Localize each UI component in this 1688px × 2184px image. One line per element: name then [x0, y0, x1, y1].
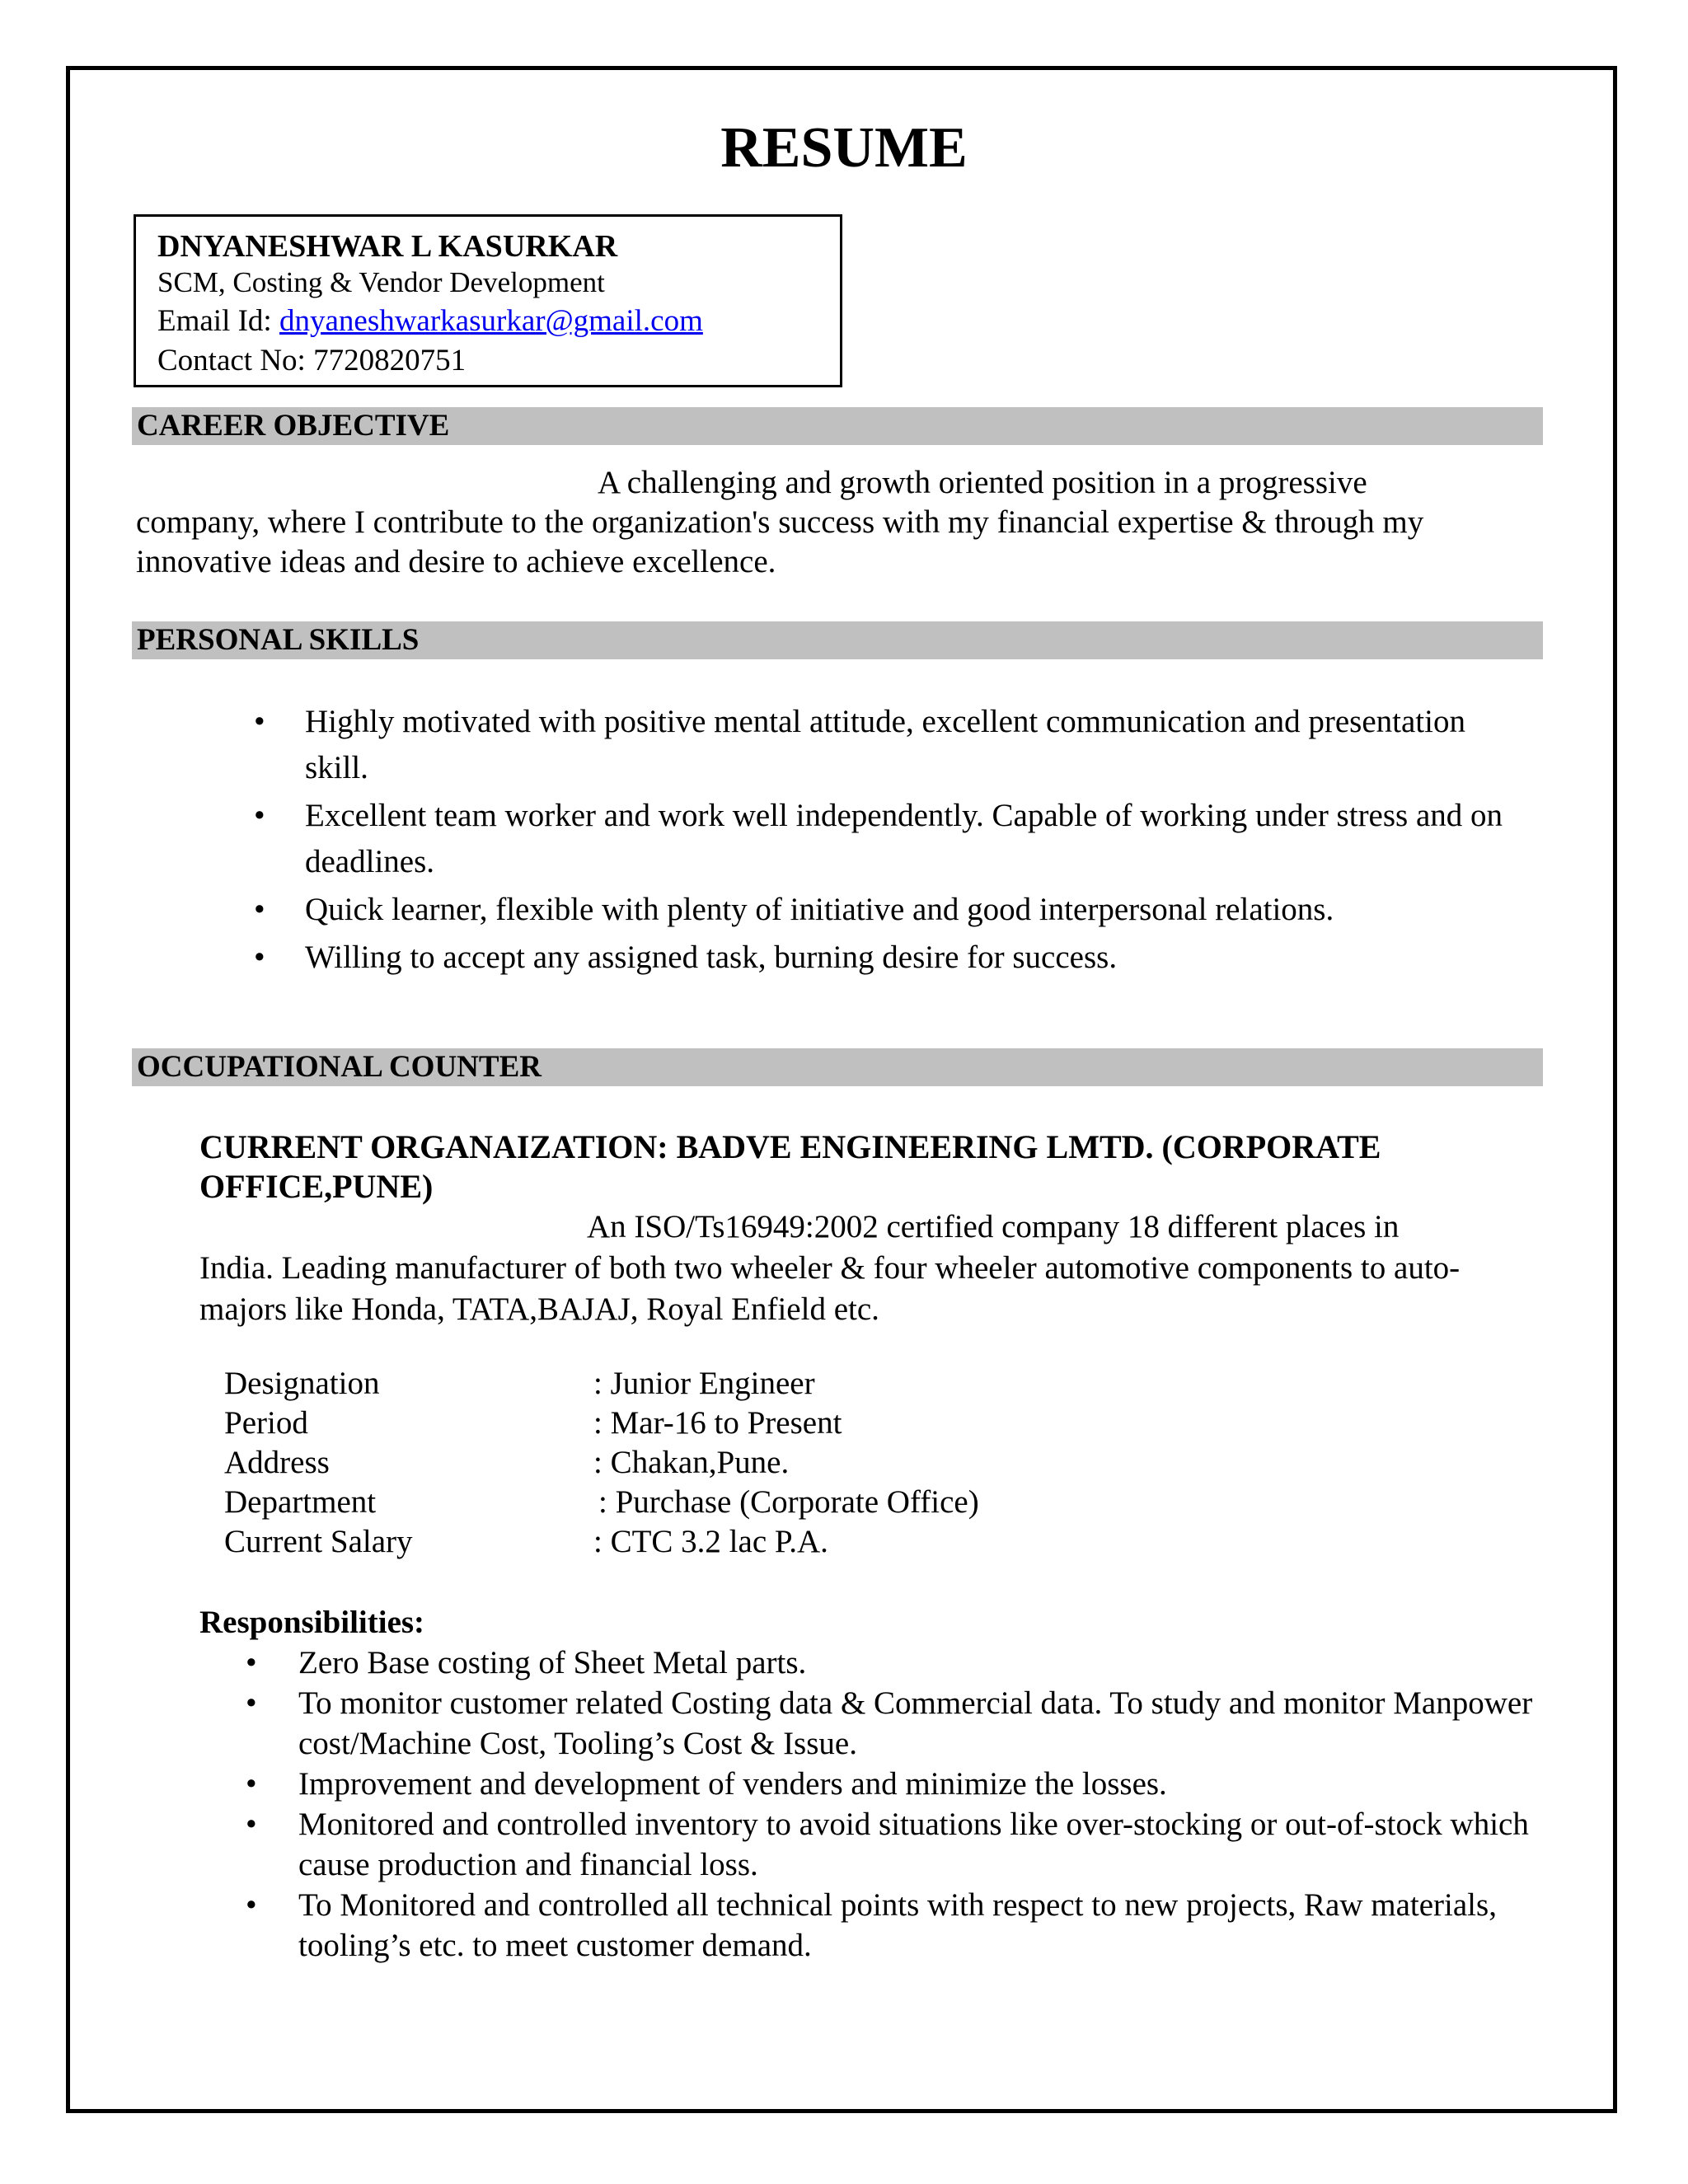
responsibilities-heading: Responsibilities: — [199, 1605, 425, 1640]
email-line — [157, 301, 703, 342]
list-item: • To monitor customer related Costing data & Commercial data. To study and monitor Manpower cost/Machine Cost, Tooling’s Cost & Issue. — [239, 1683, 1541, 1764]
section-career-objective: CAREER OBJECTIVE — [132, 407, 1543, 445]
list-item: • Quick learner, flexible with plenty of initiative and good interpersonal relations. — [247, 887, 1533, 933]
detail-label: Current Salary — [224, 1524, 413, 1559]
contact-box — [134, 214, 842, 387]
detail-label: Department — [224, 1484, 377, 1520]
responsibilities-list — [239, 1643, 1541, 1966]
candidate-role: SCM, Costing & Vendor Development — [157, 266, 605, 298]
detail-value: : CTC 3.2 lac P.A. — [593, 1524, 828, 1559]
detail-value: : Junior Engineer — [593, 1366, 815, 1401]
list-item: • Improvement and development of venders and minimize the losses. — [239, 1764, 1541, 1804]
organization-rest: India. Leading manufacturer of both two wheeler & four wheeler automotive components to auto-majors like Honda, TATA,BAJAJ, Royal Enfield etc. — [199, 1250, 1461, 1327]
list-item: • Willing to accept any assigned task, burning desire for success. — [247, 935, 1533, 981]
section-occupational-counter: OCCUPATIONAL COUNTER — [132, 1048, 1543, 1086]
detail-value: : Mar-16 to Present — [593, 1405, 842, 1441]
list-item: • Excellent team worker and work well independently. Capable of working under stress and on deadlines. — [247, 793, 1533, 885]
phone-number: 7720820751 — [313, 344, 467, 377]
organization-first-line: An ISO/Ts16949:2002 certified company 18 different places in — [587, 1209, 1400, 1244]
contact-line — [157, 340, 466, 382]
list-item: • Zero Base costing of Sheet Metal parts. — [239, 1643, 1541, 1683]
detail-value: : Chakan,Pune. — [593, 1445, 790, 1480]
email-link[interactable]: dnyaneshwarkasurkar@gmail.com — [279, 304, 703, 338]
candidate-name: DNYANESHWAR L KASURKAR — [157, 229, 618, 264]
current-organization-heading: CURRENT ORGANAIZATION: BADVE ENGINEERING LMTD. (CORPORATE OFFICE,PUNE) — [199, 1128, 1381, 1205]
detail-label: Designation — [224, 1366, 380, 1401]
list-item: • Monitored and controlled inventory to avoid situations like over-stocking or out-of-stock which cause production and financial loss. — [239, 1804, 1541, 1885]
career-objective-first-line: A challenging and growth oriented position in a progressive — [598, 465, 1367, 500]
career-objective-text — [136, 463, 1545, 582]
phone-label: Contact No: — [157, 344, 314, 377]
page-title: RESUME — [720, 116, 968, 180]
personal-skills-list — [247, 699, 1533, 982]
career-objective-rest: company, where I contribute to the organization's success with my financial expertise & through my innovative ideas and desire to achieve excellence. — [136, 504, 1424, 579]
organization-description — [199, 1207, 1535, 1330]
detail-label: Address — [224, 1445, 330, 1480]
list-item: • To Monitored and controlled all technical points with respect to new projects, Raw materials, tooling’s etc. to meet customer demand. — [239, 1885, 1541, 1966]
list-item: • Highly motivated with positive mental attitude, excellent communication and presentation skill. — [247, 699, 1533, 791]
detail-label: Period — [224, 1405, 308, 1441]
detail-value: : Purchase (Corporate Office) — [598, 1484, 979, 1520]
email-label: Email Id: — [157, 304, 279, 338]
section-personal-skills: PERSONAL SKILLS — [132, 621, 1543, 659]
